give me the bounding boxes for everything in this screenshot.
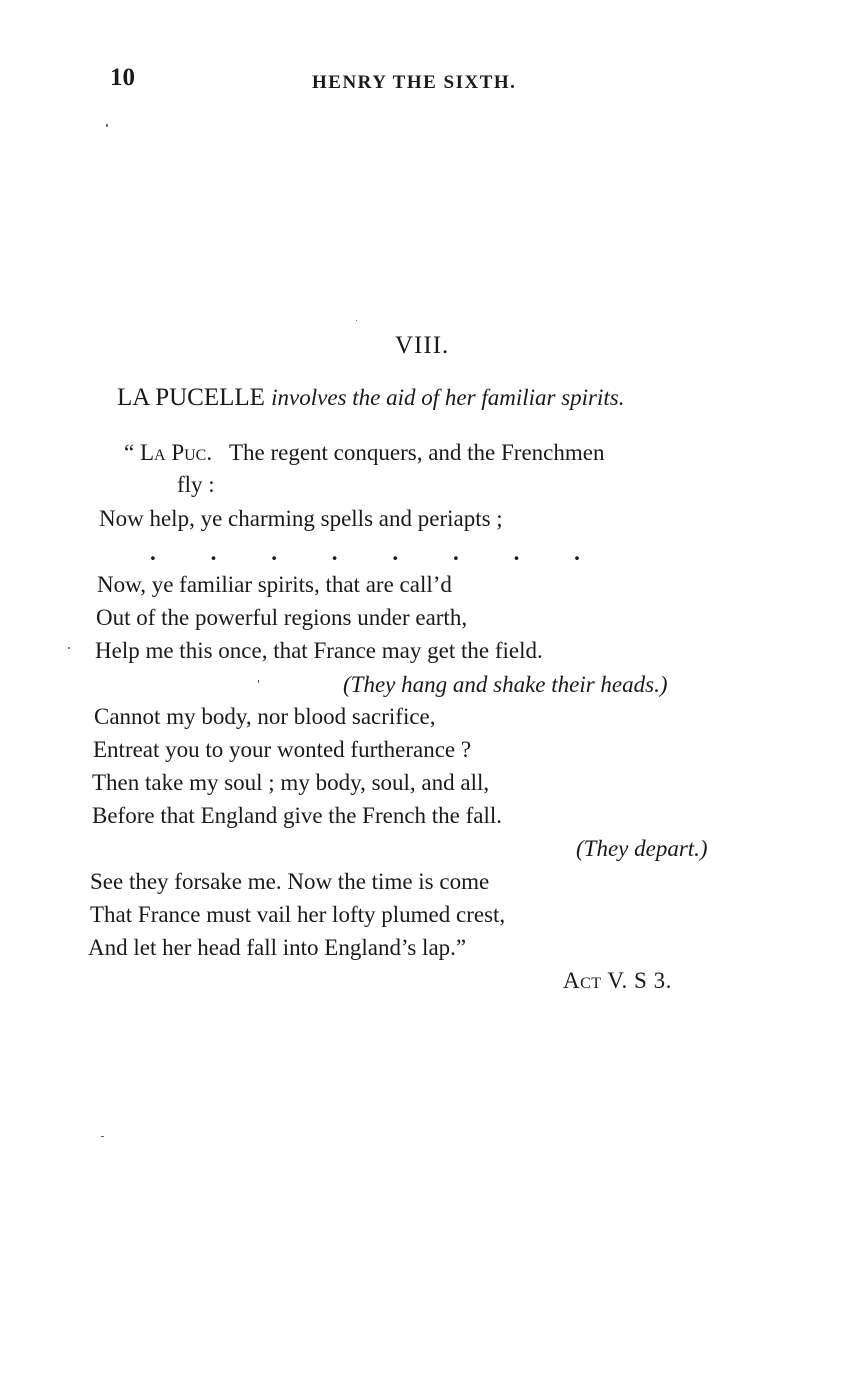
dot: . bbox=[392, 540, 399, 565]
print-speck bbox=[101, 1136, 104, 1137]
verse-line-12: And let her head fall into England’s lap.” bbox=[88, 935, 467, 960]
verse-line-6: Cannot my body, nor blood sacrifice, bbox=[94, 704, 436, 729]
verse-line-1 bbox=[124, 440, 604, 466]
running-head: HENRY THE SIXTH. bbox=[312, 72, 517, 93]
stage-direction-1: (They hang and shake their heads.) bbox=[343, 672, 668, 697]
dot: . bbox=[150, 540, 156, 565]
dot: . bbox=[271, 540, 277, 565]
dot: . bbox=[331, 540, 338, 565]
print-speck bbox=[258, 680, 259, 683]
heading-subject: LA PUCELLE bbox=[117, 384, 265, 411]
verse-line-1-text: The regent conquers, and the Frenchmen bbox=[228, 440, 605, 465]
page-number: 10 bbox=[110, 64, 135, 91]
omission-dots bbox=[150, 540, 580, 566]
speaker-name: La Puc. bbox=[139, 440, 213, 465]
section-number: VIII. bbox=[395, 332, 450, 359]
verse-line-1-continuation: fly : bbox=[177, 472, 215, 497]
verse-line-7: Entreat you to your wonted furtherance ? bbox=[93, 737, 472, 762]
dot: . bbox=[210, 540, 217, 565]
print-speck bbox=[68, 647, 70, 649]
act-scene-citation: Act V. S 3. bbox=[563, 968, 672, 993]
print-speck bbox=[356, 320, 357, 321]
dot: . bbox=[452, 540, 459, 565]
verse-line-3: Now, ye familiar spirits, that are call’d bbox=[97, 572, 452, 597]
print-speck bbox=[106, 124, 108, 127]
verse-line-2: Now help, ye charming spells and periapts ; bbox=[99, 506, 503, 531]
verse-line-10: See they forsake me. Now the time is come bbox=[90, 869, 490, 894]
opening-quote: “ bbox=[124, 440, 135, 465]
verse-line-4: Out of the powerful regions under earth, bbox=[96, 605, 468, 630]
dot: . bbox=[513, 540, 520, 565]
dot: . bbox=[574, 540, 580, 565]
verse-line-5: Help me this once, that France may get the field. bbox=[95, 638, 543, 663]
verse-line-8: Then take my soul ; my body, soul, and all, bbox=[92, 770, 490, 795]
stage-direction-2: (They depart.) bbox=[576, 836, 708, 861]
verse-line-11: That France must vail her lofty plumed crest, bbox=[90, 902, 506, 927]
section-heading bbox=[117, 384, 624, 412]
verse-line-9: Before that England give the French the fall. bbox=[92, 803, 503, 828]
heading-caption: involves the aid of her familiar spirits. bbox=[271, 385, 625, 410]
